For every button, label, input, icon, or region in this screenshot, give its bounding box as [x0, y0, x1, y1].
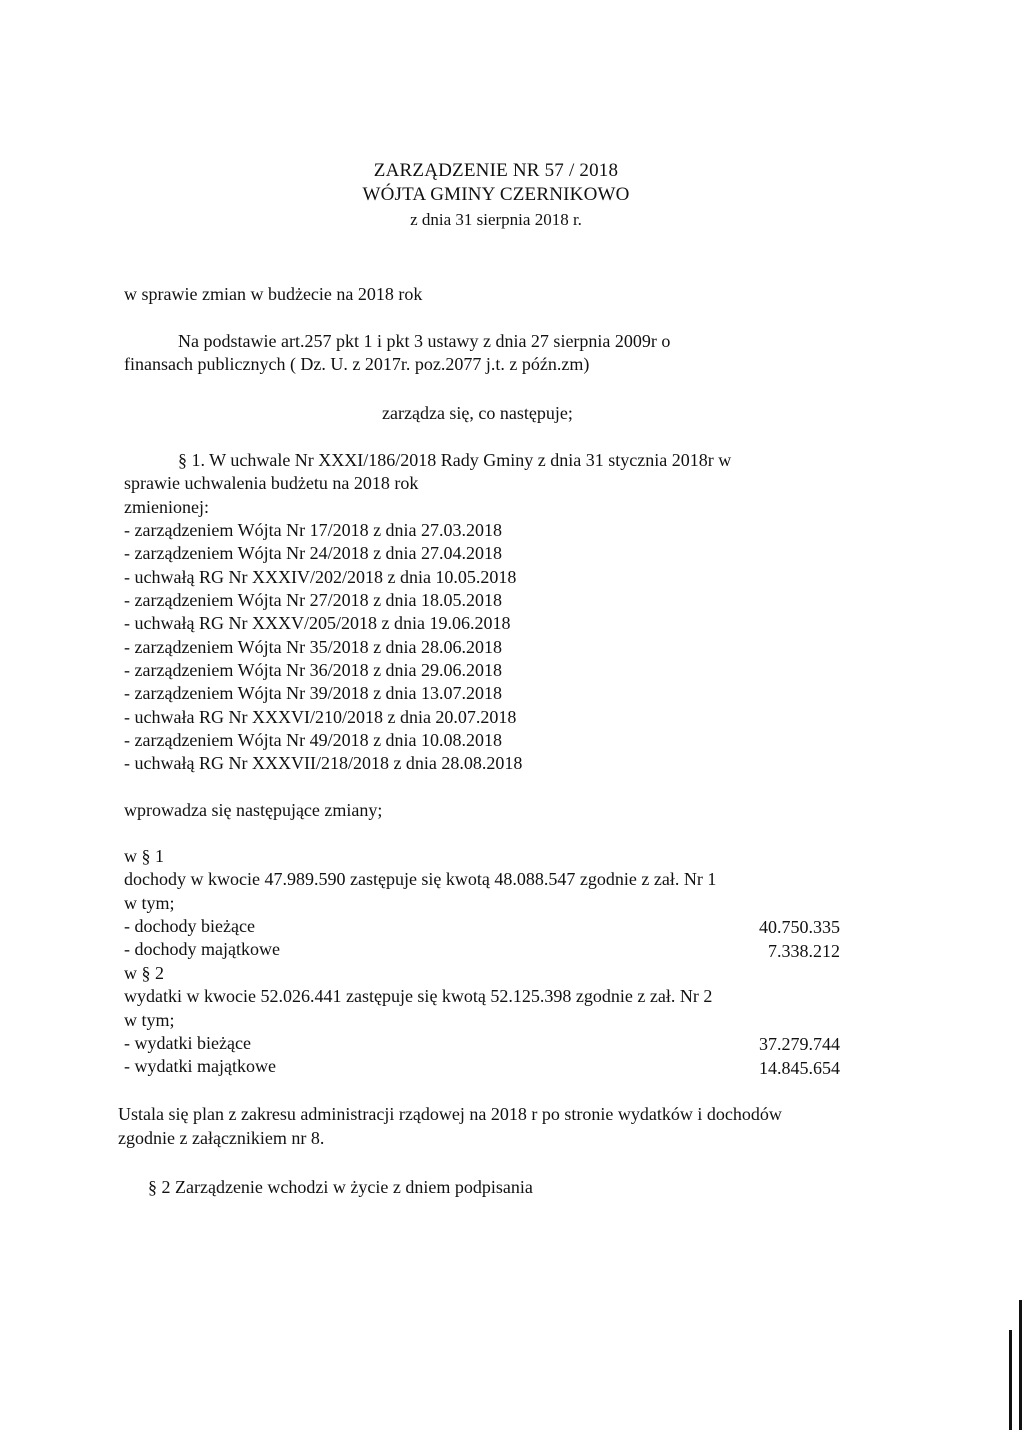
amendment-item: - uchwałą RG Nr XXXV/205/2018 z dnia 19.06.2018 — [124, 613, 511, 633]
document-title: ZARZĄDZENIE NR 57 / 2018 — [373, 160, 619, 181]
legal-basis-line-2: finansach publicznych ( Dz. U. z 2017r. poz.2077 j.t. z późn.zm) — [124, 354, 590, 374]
section-2-line: § 2 Zarządzenie wchodzi w życie z dniem podpisania — [148, 1177, 533, 1197]
scan-edge-mark — [1019, 1300, 1022, 1430]
section-1-line-2: sprawie uchwalenia budżetu na 2018 rok — [124, 473, 419, 493]
issuer-title: WÓJTA GMINY CZERNIKOWO — [362, 184, 630, 205]
expenses-change-line: wydatki w kwocie 52.026.441 zastępuje się kwotą 52.125.398 zgodnie z zał. Nr 2 — [124, 986, 713, 1006]
plan-line-2: zgodnie z załącznikiem nr 8. — [118, 1128, 325, 1148]
income-breakdown-label: w tym; — [124, 893, 175, 913]
orders-line: zarządza się, co następuje; — [382, 403, 573, 423]
amendment-item: - zarządzeniem Wójta Nr 35/2018 z dnia 28.06.2018 — [124, 637, 503, 657]
expenses-section-heading: w § 2 — [124, 963, 164, 983]
scan-edge-mark — [1009, 1330, 1012, 1430]
income-property-label: - dochody majątkowe — [124, 939, 280, 959]
amendment-item: - zarządzeniem Wójta Nr 36/2018 z dnia 29.06.2018 — [124, 660, 503, 680]
subject-line: w sprawie zmian w budżecie na 2018 rok — [124, 284, 423, 304]
expenses-property-value: 14.845.654 — [759, 1058, 840, 1078]
income-change-line: dochody w kwocie 47.989.590 zastępuje się kwotą 48.088.547 zgodnie z zał. Nr 1 — [124, 869, 717, 889]
income-section-heading: w § 1 — [124, 846, 164, 866]
amendment-item: - uchwałą RG Nr XXXIV/202/2018 z dnia 10.05.2018 — [124, 567, 517, 587]
income-current-label: - dochody bieżące — [124, 916, 255, 936]
amendment-item: - zarządzeniem Wójta Nr 49/2018 z dnia 10.08.2018 — [124, 730, 503, 750]
expenses-property-label: - wydatki majątkowe — [124, 1056, 276, 1076]
expenses-breakdown-label: w tym; — [124, 1010, 175, 1030]
income-property-value: 7.338.212 — [768, 941, 840, 961]
amendment-item: - zarządzeniem Wójta Nr 27/2018 z dnia 18.05.2018 — [124, 590, 503, 610]
amendment-item: - uchwała RG Nr XXXVI/210/2018 z dnia 20.07.2018 — [124, 707, 517, 727]
expenses-current-label: - wydatki bieżące — [124, 1033, 251, 1053]
introduces-changes-line: wprowadza się następujące zmiany; — [124, 800, 383, 820]
amendment-item: - zarządzeniem Wójta Nr 17/2018 z dnia 27.03.2018 — [124, 520, 503, 540]
section-1-line-3: zmienionej: — [124, 497, 209, 517]
document-date: z dnia 31 sierpnia 2018 r. — [410, 210, 582, 229]
amendment-item: - uchwałą RG Nr XXXVII/218/2018 z dnia 28.08.2018 — [124, 753, 523, 773]
income-current-value: 40.750.335 — [759, 917, 840, 937]
expenses-current-value: 37.279.744 — [759, 1034, 840, 1054]
plan-line-1: Ustala się plan z zakresu administracji rządowej na 2018 r po stronie wydatków i dochodów — [118, 1104, 782, 1124]
section-1-line-1: § 1. W uchwale Nr XXXI/186/2018 Rady Gminy z dnia 31 stycznia 2018r w — [178, 450, 732, 470]
amendment-item: - zarządzeniem Wójta Nr 39/2018 z dnia 13.07.2018 — [124, 683, 503, 703]
amendment-item: - zarządzeniem Wójta Nr 24/2018 z dnia 27.04.2018 — [124, 543, 503, 563]
legal-basis-line-1: Na podstawie art.257 pkt 1 i pkt 3 ustawy z dnia 27 sierpnia 2009r o — [178, 331, 671, 351]
